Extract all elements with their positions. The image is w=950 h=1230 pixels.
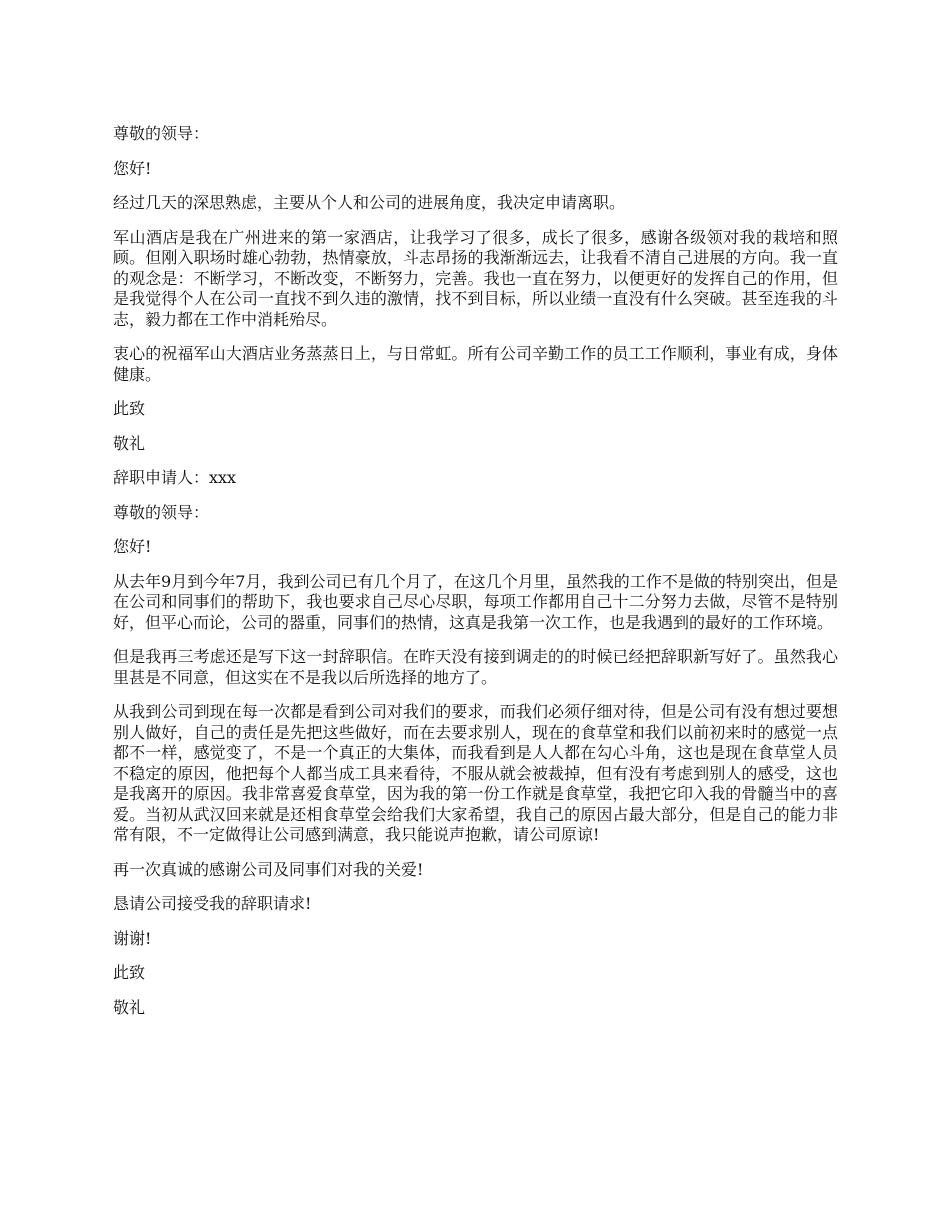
salutation-1: 尊敬的领导： (113, 124, 210, 143)
greeting-1: 您好! (113, 158, 152, 178)
paragraph-thanks: 再一次真诚的感谢公司及同事们对我的关爱! (113, 859, 424, 879)
paragraph-complaint: 从我到公司到现在每一次都是看到公司对我们的要求，而我们必须仔细对待，但是公司有没有想过要想别人做好，自己的责任是先把这些做好，而在去要求别人，现在的食草堂和我们以前初来时的感觉一点都不一样，感觉变了，不是一个真正的大集体，而我看到是人人都在勾心斗角，这也是现在食草堂人员不稳定的原因，他把每个人都当成工具来看待，不服从就会被裁掉，但有没有考虑到别人的感受，这也是我离开的原因。我非常喜爱食草堂，因为我的第一份工作就是食草堂，我把它印入我的骨髓当中的喜爱。当初从武汉回来就是还相食草堂会给我们大家希望，我自己的原因占最大部分，但是自己的能力非常有限，不一定做得让公司感到满意，我只能说声抱歉，请公司原谅! (113, 702, 838, 844)
paragraph-decision: 但是我再三考虑还是写下这一封辞职信。在昨天没有接到调走的的时候已经把辞职新写好了。虽然我心里甚是不同意，但这实在不是我以后所选择的地方了。 (113, 647, 838, 687)
closing-cizhi-1: 此致 (113, 399, 146, 418)
paragraph-reason: 军山酒店是我在广州进来的第一家酒店，让我学习了很多，成长了很多，感谢各级领对我的栽培和照顾。但刚入职场时雄心勃勃，热情豪放，斗志昂扬的我渐渐远去，让我看不清自己进展的方向。我一直的观念是：不断学习，不断改变，不断努力，完善。我也一直在努力，以便更好的发挥自己的作用，但是我觉得个人在公司一直找不到久违的激情，找不到目标，所以业绩一直没有什么突破。甚至连我的斗志，毅力都在工作中消耗殆尽。 (113, 227, 838, 329)
signature-line: 辞职申请人：xxx (113, 468, 237, 487)
closing-jingli-1: 敬礼 (113, 433, 146, 453)
paragraph-intent: 经过几天的深思熟虑，主要从个人和公司的进展角度，我决定申请离职。 (113, 193, 626, 212)
thank-you: 谢谢! (113, 928, 152, 948)
paragraph-request: 恳请公司接受我的辞职请求! (113, 894, 312, 913)
salutation-2: 尊敬的领导： (113, 502, 210, 522)
paragraph-tenure: 从去年9月到今年7月，我到公司已有几个月了，在这几个月里，虽然我的工作不是做的特别突出，但是在公司和同事们的帮助下，我也要求自己尽心尽职，每项工作都用自己十二分努力去做，尽管不是特别好，但平心而论，公司的器重，同事们的热情，这真是我第一次工作，也是我遇到的最好的工作环境。 (113, 571, 838, 632)
letter-document (113, 124, 838, 1032)
closing-jingli-2: 敬礼 (113, 997, 146, 1017)
greeting-2: 您好! (113, 537, 152, 556)
closing-cizhi-2: 此致 (113, 963, 146, 982)
paragraph-wishes: 衷心的祝福军山大酒店业务蒸蒸日上，与日常虹。所有公司辛勤工作的员工工作顺利，事业有成，身体健康。 (113, 344, 838, 384)
